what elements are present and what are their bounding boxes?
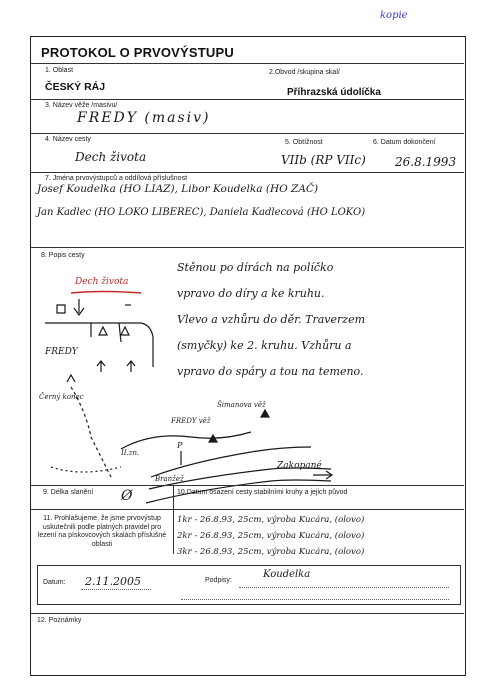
popis-line-4: (smyčky) ke 2. kruhu. Vzhůru a [177,339,352,352]
sketch-ii-zn: II.zn. [121,449,140,457]
sketch-p-mark: P [177,441,183,450]
value-datum: 2.11.2005 [85,575,141,588]
sketch-zakopane: Zakopané [277,461,322,471]
label-popis: 8. Popis cesty [41,252,85,259]
route-name-underline [71,292,141,294]
label-jmena: 7. Jména prvovýstupců a oddílová příslušnost [45,175,188,182]
label-obvod: 2.Obvod /skupina skal/ [269,69,340,76]
label-delka-slaneni: 9. Délka slanění [43,489,94,496]
corner-note-kopie: kopie [380,10,408,21]
sketch-cerny-konec: Černý konec [39,393,84,401]
popis-line-2: vpravo do díry a ke kruhu. [177,287,325,300]
date-dotted-line [81,589,151,590]
popis-line-5: vpravo do spáry a tou na temeno. [177,365,364,378]
sketch-fredy-vez: FREDY věž [171,417,211,425]
label-datum: Datum: [43,579,66,586]
sketch-simanova: Šimanova věž [217,401,266,409]
popis-line-3: Vlevo a vzhůru do děr. Traverzem [177,313,366,326]
protocol-form [30,36,466,676]
value-obtiznost: VIIb (RP VIIc) [281,153,366,167]
value-datum-dokonceni: 26.8.1993 [395,155,457,169]
label-prohlaseni: 11. Prohlašujeme, že jsme prvovýstup uskutečnili podle platných pravidel pro lezení na pískovcových skalách příslušné oblasti [37,515,167,548]
value-nazev-veze: FREDY (masiv) [77,110,211,126]
divider [173,485,174,509]
value-obvod: Příhrazská údolíčka [287,87,381,98]
value-jmena-line-1: Josef Koudelka (HO LIAZ), Libor Koudelka (HO ZAČ) [37,183,319,195]
label-obtiznost: 5. Obtížnost [285,139,323,146]
form-title: PROTOKOL O PRVOVÝSTUPU [41,45,234,60]
divider [31,509,464,510]
divider [31,485,464,486]
popis-line-1: Stěnou po dírách na políčko [177,261,334,274]
sketch-branzez: Branžež [155,475,184,483]
signature-dotted-line-1 [239,587,449,588]
value-kruh-1: 1kr - 26.8.93, 25cm, výroba Kucára, (olovo) [177,515,365,525]
value-jmena-line-2: Jan Kadlec (HO LOKO LIBEREC), Daniela Kadlecová (HO LOKO) [37,207,366,218]
label-datum-dokonceni: 6. Datum dokončení [373,139,436,146]
label-oblast: 1. Oblast [45,67,74,74]
divider [31,613,464,614]
signature-dotted-line-2 [181,599,449,600]
label-nazev-veze: 3. Název věže /masivu/ [45,102,118,109]
label-podpisy: Podpisy: [205,577,232,584]
value-kruh-3: 3kr - 26.8.93, 25cm, výroba Kucára, (olovo) [177,547,365,557]
label-poznamky: 12. Poznámky [37,617,82,624]
label-datum-osazeni: 10.Datum osazení cesty stabilními kruhy a jejich původ [177,489,348,496]
label-nazev-cesty: 4. Název cesty [45,136,91,143]
value-nazev-cesty: Dech života [75,150,147,164]
value-delka-slaneni: Ø [121,488,133,504]
sketch-tower-name: FREDY [45,347,78,357]
sketch-route-name: Dech života [75,277,129,287]
value-podpis: Koudelka [263,569,311,580]
value-oblast: ČESKÝ RÁJ [45,81,106,93]
divider [173,509,174,554]
value-kruh-2: 2kr - 26.8.93, 25cm, výroba Kucára, (olovo) [177,531,365,541]
